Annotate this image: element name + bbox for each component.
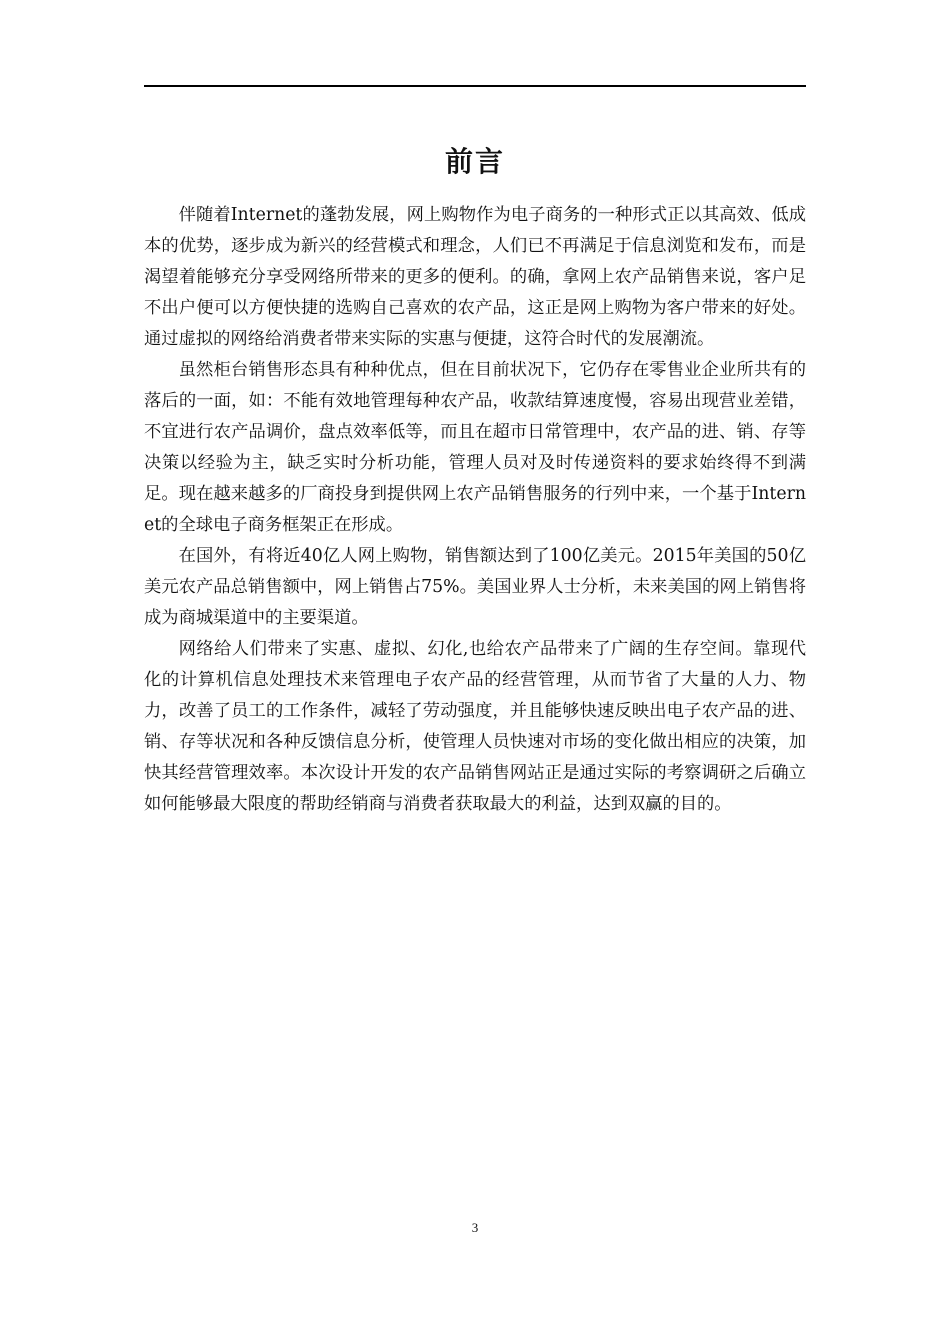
paragraph-3: 在国外，有将近40亿人网上购物，销售额达到了100亿美元。2015年美国的50亿美元农产品总销售额中，网上销售占75%。美国业界人士分析，未来美国的网上销售将成为商城渠道中的主要渠道。 <box>144 546 806 628</box>
paragraph-4: 网络给人们带来了实惠、虚拟、幻化,也给农产品带来了广阔的生存空间。靠现代化的计算机信息处理技术来管理电子农产品的经营管理，从而节省了大量的人力、物力，改善了员工的工作条件，减轻了劳动强度，并且能够快速反映出电子农产品的进、销、存等状况和各种反馈信息分析，使管理人员快速对市场的变化做出相应的决策，加快其经营管理效率。本次设计开发的农产品销售网站正是通过实际的考察调研之后确立如何能够最大限度的帮助经销商与消费者获取最大的利益，达到双赢的目的。 <box>144 639 806 814</box>
page-title: 前言 <box>444 145 505 178</box>
header-rule <box>144 85 806 87</box>
document-body <box>144 200 806 820</box>
paragraph-1: 伴随着Internet的蓬勃发展，网上购物作为电子商务的一种形式正以其高效、低成本的优势，逐步成为新兴的经营模式和理念，人们已不再满足于信息浏览和发布，而是渴望着能够充分享受网络所带来的更多的便利。的确，拿网上农产品销售来说，客户足不出户便可以方便快捷的选购自己喜欢的农产品，这正是网上购物为客户带来的好处。通过虚拟的网络给消费者带来实际的实惠与便捷，这符合时代的发展潮流。 <box>144 205 806 349</box>
paragraph-2: 虽然柜台销售形态具有种种优点，但在目前状况下，它仍存在零售业企业所共有的落后的一面，如：不能有效地管理每种农产品，收款结算速度慢，容易出现营业差错，不宜进行农产品调价，盘点效率低等，而且在超市日常管理中，农产品的进、销、存等决策以经验为主，缺乏实时分析功能，管理人员对及时传递资料的要求始终得不到满足。现在越来越多的厂商投身到提供网上农产品销售服务的行列中来，一个基于Internet的全球电子商务框架正在形成。 <box>144 360 806 535</box>
page-number: 3 <box>471 1220 479 1235</box>
